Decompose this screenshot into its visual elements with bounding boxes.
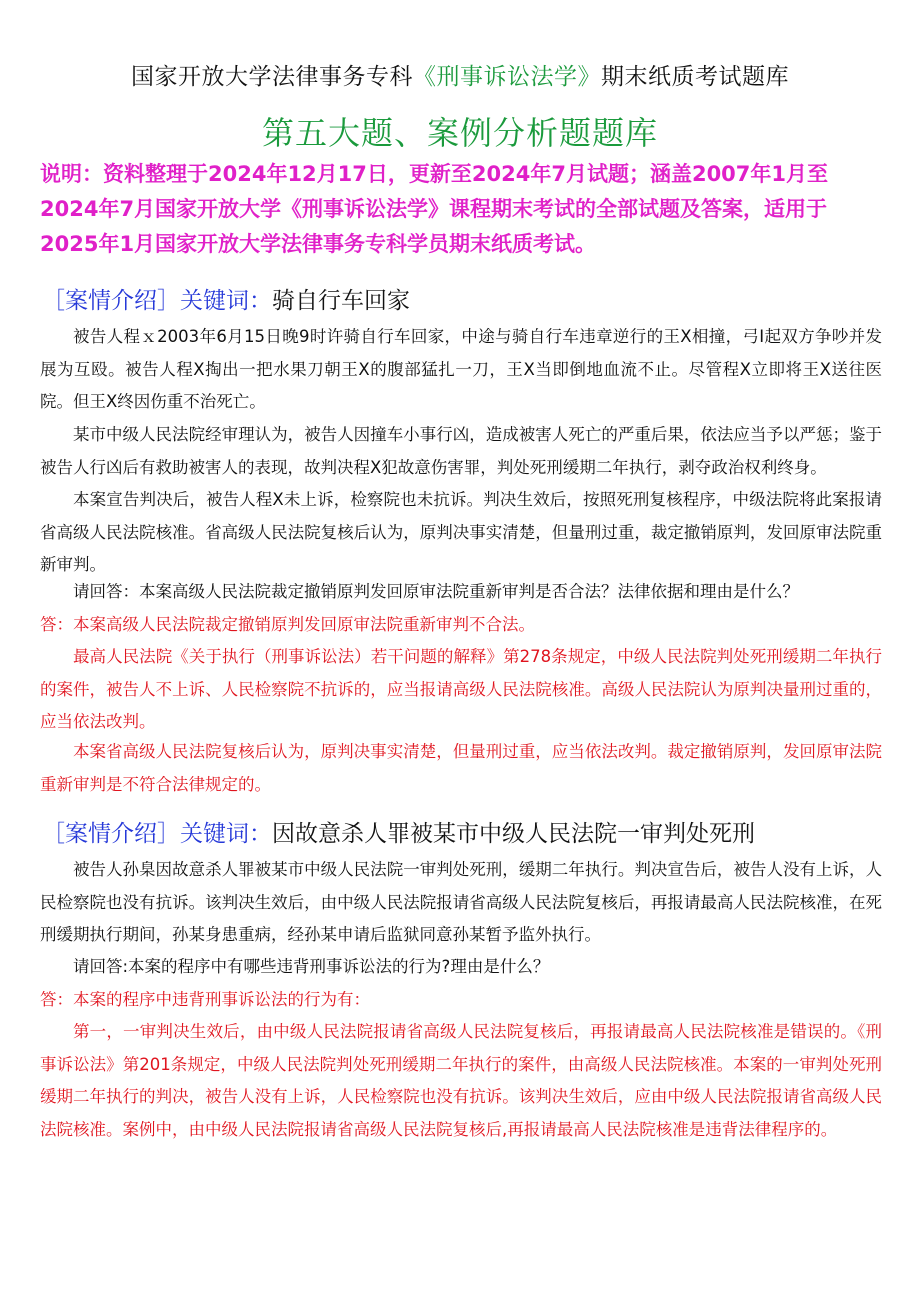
title-suffix: 期末纸质考试题库 (601, 64, 789, 90)
case1-answer-paragraph-1: 最高人民法院《关于执行（刑事诉讼法）若干问题的解释》第278条规定，中级人民法院判处死刑缓期二年执行的案件，被告人不上诉、人民检察院不抗诉的，应当报请高级人民法院核准。高级人民法院认为原判决量刑过重的，应当依法改判。 (40, 647, 882, 731)
title-prefix: 国家开放大学法律事务专科 (131, 64, 413, 90)
case2-answer-paragraph-1: 第一，一审判决生效后，由中级人民法院报请省高级人民法院复核后，再报请最高人民法院核准是错误的。《刑事诉讼法》第201条规定，中级人民法院判处死刑缓期二年执行的案件，由高级人民法院核准。本案的一审判处死刑缓期二年执行的判决，被告人没有上诉，人民检察院也没有抗诉。该判决生效后，应由中级人民法院报请省高级人民法院核准。案例中，由中级人民法院报请省高级人民法院复核后,再报请最高人民法院核准是违背法律程序的。 (40, 1022, 882, 1139)
case1-label: ［案情介绍］关键词： (42, 288, 272, 314)
title-course: 《刑事诉讼法学》 (413, 64, 601, 90)
case2-answer: 答：本案的程序中违背刑事诉讼法的行为有： (40, 990, 370, 1009)
document-title (0, 58, 920, 91)
case2-question: 请回答:本案的程序中有哪些违背刑事诉讼法的行为?理由是什么？ (73, 957, 550, 976)
case1-paragraph-1: 被告人程ｘ2003年6月15日晚9时许骑自行车回家，中途与骑自行车违章逆行的王X相撞，弓I起双方争吵并发展为互殴。被告人程X掏出一把水果刀朝王X的腹部猛扎一刀，王X当即倒地血流不止。尽管程X立即将王X送往医院。但王X终因伤重不治死亡。 (40, 327, 882, 411)
case2-paragraph-1: 被告人孙臬因故意杀人罪被某市中级人民法院一审判处死刑，缓期二年执行。判决宣告后，被告人没有上诉，人民检察院也没有抗诉。该判决生效后，由中级人民法院报请省高级人民法院复核后，再报请最高人民法院核准，在死刑缓期执行期间，孙某身患重病，经孙某申请后监狱同意孙某暂予监外执行。 (40, 860, 882, 944)
case1-heading (42, 282, 410, 315)
case1-answer-paragraph-2: 本案省高级人民法院复核后认为，原判决事实清楚，但量刑过重，应当依法改判。裁定撤销原判，发回原审法院重新审判是不符合法律规定的。 (40, 742, 882, 794)
case1-paragraph-3: 本案宣告判决后，被告人程X未上诉，检察院也未抗诉。判决生效后，按照死刑复核程序，中级法院将此案报请省高级人民法院核准。省高级人民法院复核后认为，原判决事实清楚，但量刑过重，裁定撤销原判，发回原审法院重新审判。 (40, 490, 882, 574)
case2-keyword: 因故意杀人罪被某市中级人民法院一审判处死刑 (272, 821, 755, 847)
explanation-note: 说明：资料整理于2024年12月17日，更新至2024年7月试题；涵盖2007年1月至2024年7月国家开放大学《刑事诉讼法学》课程期末考试的全部试题及答案，适用于2025年1月国家开放大学法律事务专科学员期末纸质考试。 (40, 162, 829, 256)
case1-question: 请回答：本案高级人民法院裁定撤销原判发回原审法院重新审判是否合法？法律依据和理由是什么？ (73, 582, 799, 601)
case2-heading (42, 815, 755, 848)
section-subtitle: 第五大题、案例分析题题库 (261, 114, 658, 152)
case2-label: ［案情介绍］关键词： (42, 821, 272, 847)
case1-paragraph-2: 某市中级人民法院经审理认为，被告人因撞车小事行凶，造成被害人死亡的严重后果，依法应当予以严惩；鉴于被告人行凶后有救助被害人的表现，故判决程X犯故意伤害罪，判处死刑缓期二年执行，剥夺政治权利终身。 (40, 425, 882, 477)
case1-answer: 答：本案高级人民法院裁定撤销原判发回原审法院重新审判不合法。 (40, 615, 535, 634)
case1-keyword: 骑自行车回家 (272, 288, 410, 314)
